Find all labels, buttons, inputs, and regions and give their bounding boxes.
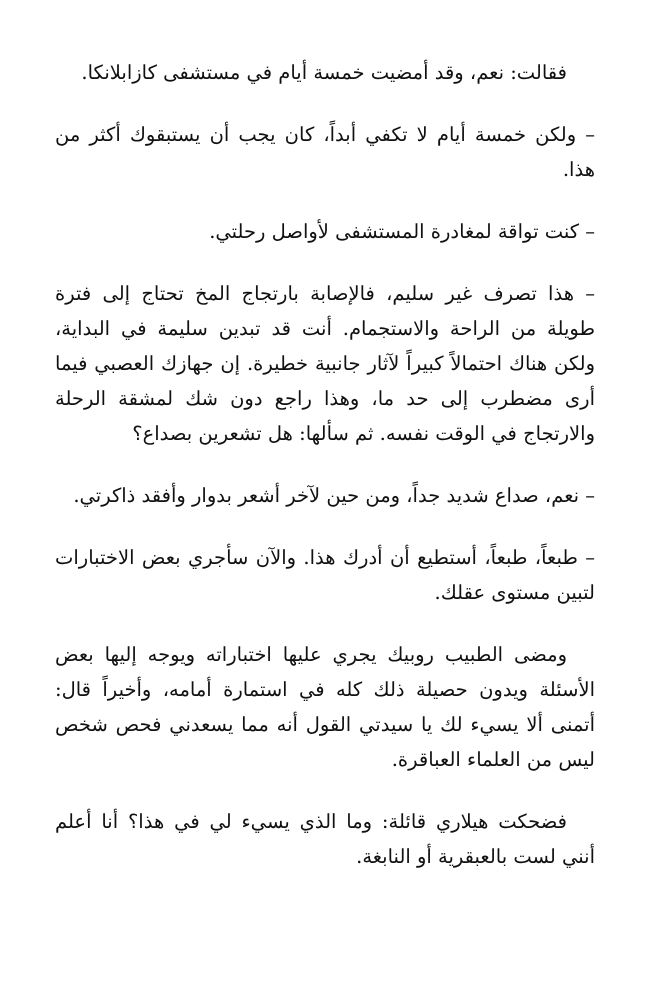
narration-paragraph: فضحكت هيلاري قائلة: وما الذي يسيء لي في هذا؟ أنا أعلم أنني لست بالعبقرية أو النابغة. [55,810,595,868]
dialogue-paragraph: – كنت تواقة لمغادرة المستشفى لأواصل رحلتي. [209,220,595,243]
narration-paragraph: ومضى الطبيب روبيك يجري عليها اختباراته ويوجه إليها بعض الأسئلة ويدون حصيلة ذلك كله في استمارة أمامه، وأخيراً قال: أتمنى ألا يسيء لك يا سيدتي القول أنه مما يسعدني فحص شخص ليس من العلماء العباقرة. [55,643,595,771]
book-page [55,55,595,874]
dialogue-paragraph: – ولكن خمسة أيام لا تكفي أبداً، كان يجب أن يستبقوك أكثر من هذا. [55,123,595,181]
dialogue-paragraph: – نعم، صداع شديد جداً، ومن حين لآخر أشعر بدوار وأفقد ذاكرتي. [73,484,595,507]
narration-paragraph: فقالت: نعم، وقد أمضيت خمسة أيام في مستشفى كازابلانكا. [81,61,567,84]
dialogue-paragraph: – هذا تصرف غير سليم، فالإصابة بارتجاج المخ تحتاج إلى فترة طويلة من الراحة والاستجمام. أنت قد تبدين سليمة في البداية، ولكن هناك احتمالاً كبيراً لآثار جانبية خطيرة. إن جهازك العصبي فيما أرى مضطرب إلى حد ما، وهذا راجع دون شك لمشقة الرحلة والارتجاج في الوقت نفسه. ثم سألها: هل تشعرين بصداع؟ [55,282,595,445]
dialogue-paragraph: – طبعاً، طبعاً، أستطيع أن أدرك هذا. والآن سأجري بعض الاختبارات لتبين مستوى عقلك. [55,546,595,604]
